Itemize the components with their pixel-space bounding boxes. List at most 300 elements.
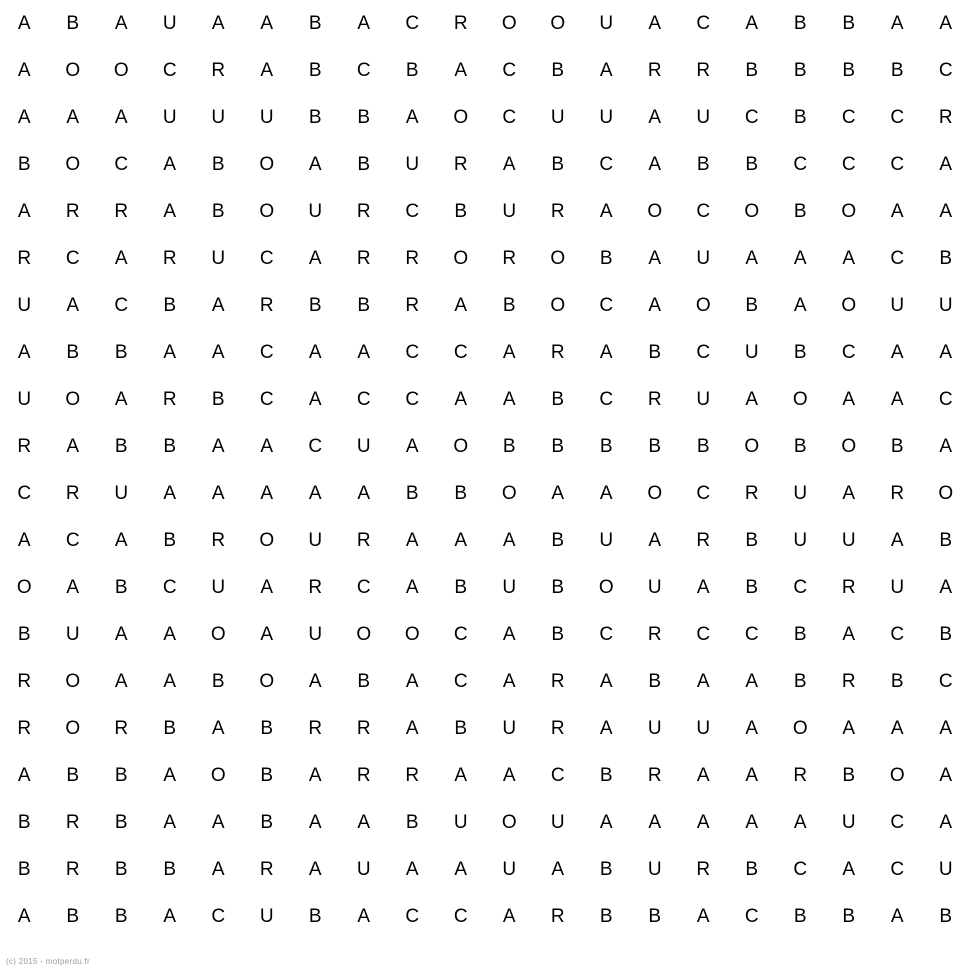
grid-cell[interactable]: A (696, 906, 710, 927)
grid-cell[interactable]: A (502, 624, 516, 645)
grid-cell[interactable]: B (17, 812, 31, 833)
grid-cell[interactable]: A (890, 906, 904, 927)
grid-cell[interactable]: B (890, 60, 904, 81)
grid-cell[interactable]: A (696, 671, 710, 692)
grid-cell[interactable]: A (599, 342, 613, 363)
grid-cell[interactable]: A (648, 295, 662, 316)
grid-cell[interactable]: B (405, 483, 419, 504)
grid-cell[interactable]: B (66, 906, 80, 927)
grid-cell[interactable]: A (308, 389, 322, 410)
grid-cell[interactable]: R (114, 718, 129, 739)
grid-cell[interactable]: A (260, 60, 274, 81)
grid-cell[interactable]: O (647, 201, 663, 222)
grid-cell[interactable]: A (163, 154, 177, 175)
grid-cell[interactable]: C (890, 154, 905, 175)
grid-cell[interactable]: B (793, 436, 807, 457)
grid-cell[interactable]: U (502, 859, 517, 880)
grid-cell[interactable]: O (113, 60, 129, 81)
grid-cell[interactable]: B (939, 624, 953, 645)
grid-cell[interactable]: B (308, 13, 322, 34)
grid-cell[interactable]: B (551, 389, 565, 410)
grid-cell[interactable]: B (114, 812, 128, 833)
grid-cell[interactable]: B (793, 201, 807, 222)
grid-cell[interactable]: R (65, 859, 80, 880)
grid-cell[interactable]: B (745, 295, 759, 316)
grid-cell[interactable]: A (939, 342, 953, 363)
grid-cell[interactable]: A (842, 389, 856, 410)
grid-cell[interactable]: B (66, 13, 80, 34)
grid-cell[interactable]: A (648, 248, 662, 269)
grid-cell[interactable]: B (260, 812, 274, 833)
grid-cell[interactable]: A (745, 812, 759, 833)
grid-cell[interactable]: U (744, 342, 759, 363)
grid-cell[interactable]: C (356, 577, 371, 598)
grid-cell[interactable]: R (502, 248, 517, 269)
grid-cell[interactable]: A (308, 671, 322, 692)
grid-cell[interactable]: A (405, 718, 419, 739)
grid-cell[interactable]: B (114, 765, 128, 786)
grid-cell[interactable]: C (211, 906, 226, 927)
grid-cell[interactable]: U (65, 624, 80, 645)
grid-cell[interactable]: B (793, 906, 807, 927)
grid-cell[interactable]: R (890, 483, 905, 504)
grid-cell[interactable]: R (550, 201, 565, 222)
grid-cell[interactable]: B (357, 107, 371, 128)
grid-cell[interactable]: A (502, 342, 516, 363)
grid-cell[interactable]: A (405, 577, 419, 598)
grid-cell[interactable]: C (696, 201, 711, 222)
grid-cell[interactable]: U (599, 107, 614, 128)
grid-cell[interactable]: A (114, 13, 128, 34)
grid-cell[interactable]: B (357, 671, 371, 692)
grid-cell[interactable]: U (356, 436, 371, 457)
grid-cell[interactable]: U (114, 483, 129, 504)
grid-cell[interactable]: A (454, 295, 468, 316)
grid-cell[interactable]: C (162, 577, 177, 598)
grid-cell[interactable]: C (938, 60, 953, 81)
grid-cell[interactable]: A (502, 906, 516, 927)
grid-cell[interactable]: O (65, 389, 81, 410)
grid-cell[interactable]: R (308, 718, 323, 739)
grid-cell[interactable]: R (356, 718, 371, 739)
grid-cell[interactable]: R (405, 248, 420, 269)
grid-cell[interactable]: C (890, 859, 905, 880)
grid-cell[interactable]: R (356, 765, 371, 786)
grid-cell[interactable]: U (259, 906, 274, 927)
grid-cell[interactable]: A (163, 765, 177, 786)
grid-cell[interactable]: B (66, 765, 80, 786)
grid-cell[interactable]: U (162, 107, 177, 128)
grid-cell[interactable]: C (744, 906, 759, 927)
grid-cell[interactable]: A (502, 389, 516, 410)
grid-cell[interactable]: U (502, 577, 517, 598)
grid-cell[interactable]: A (211, 859, 225, 880)
grid-cell[interactable]: O (259, 530, 275, 551)
grid-cell[interactable]: A (308, 248, 322, 269)
grid-cell[interactable]: R (841, 577, 856, 598)
grid-cell[interactable]: B (599, 765, 613, 786)
grid-cell[interactable]: A (17, 60, 31, 81)
grid-cell[interactable]: A (939, 718, 953, 739)
grid-cell[interactable]: B (551, 530, 565, 551)
grid-cell[interactable]: C (405, 389, 420, 410)
grid-cell[interactable]: R (647, 60, 662, 81)
grid-cell[interactable]: A (357, 342, 371, 363)
grid-cell[interactable]: O (65, 60, 81, 81)
grid-cell[interactable]: U (17, 389, 32, 410)
grid-cell[interactable]: C (405, 201, 420, 222)
grid-cell[interactable]: B (793, 342, 807, 363)
grid-cell[interactable]: A (648, 812, 662, 833)
grid-cell[interactable]: A (842, 859, 856, 880)
grid-cell[interactable]: C (356, 60, 371, 81)
grid-cell[interactable]: A (17, 342, 31, 363)
grid-cell[interactable]: B (648, 671, 662, 692)
grid-cell[interactable]: B (745, 859, 759, 880)
grid-cell[interactable]: O (550, 295, 566, 316)
grid-cell[interactable]: O (501, 812, 517, 833)
grid-cell[interactable]: B (599, 436, 613, 457)
grid-cell[interactable]: A (939, 154, 953, 175)
grid-cell[interactable]: B (114, 436, 128, 457)
grid-cell[interactable]: B (502, 295, 516, 316)
grid-cell[interactable]: C (890, 248, 905, 269)
grid-cell[interactable]: O (404, 624, 420, 645)
grid-cell[interactable]: B (357, 295, 371, 316)
grid-cell[interactable]: A (502, 671, 516, 692)
grid-cell[interactable]: A (890, 342, 904, 363)
grid-cell[interactable]: B (696, 154, 710, 175)
grid-cell[interactable]: U (308, 201, 323, 222)
grid-cell[interactable]: B (454, 577, 468, 598)
grid-cell[interactable]: O (792, 718, 808, 739)
grid-cell[interactable]: O (65, 671, 81, 692)
grid-cell[interactable]: B (405, 60, 419, 81)
grid-cell[interactable]: A (405, 107, 419, 128)
grid-cell[interactable]: A (890, 530, 904, 551)
grid-cell[interactable]: R (17, 671, 32, 692)
grid-cell[interactable]: U (696, 718, 711, 739)
grid-cell[interactable]: A (454, 765, 468, 786)
grid-cell[interactable]: R (211, 530, 226, 551)
grid-cell[interactable]: A (211, 342, 225, 363)
grid-cell[interactable]: B (551, 60, 565, 81)
grid-cell[interactable]: C (793, 859, 808, 880)
grid-cell[interactable]: A (890, 201, 904, 222)
grid-cell[interactable]: C (259, 342, 274, 363)
grid-cell[interactable]: A (211, 436, 225, 457)
grid-cell[interactable]: B (793, 671, 807, 692)
grid-cell[interactable]: R (841, 671, 856, 692)
grid-cell[interactable]: O (259, 201, 275, 222)
grid-cell[interactable]: U (405, 154, 420, 175)
grid-cell[interactable]: A (114, 671, 128, 692)
grid-cell[interactable]: A (357, 812, 371, 833)
grid-cell[interactable]: A (308, 765, 322, 786)
grid-cell[interactable]: A (551, 859, 565, 880)
grid-cell[interactable]: B (17, 624, 31, 645)
grid-cell[interactable]: R (550, 671, 565, 692)
grid-cell[interactable]: U (599, 13, 614, 34)
grid-cell[interactable]: B (66, 342, 80, 363)
grid-cell[interactable]: O (501, 13, 517, 34)
grid-cell[interactable]: B (939, 530, 953, 551)
grid-cell[interactable]: A (17, 765, 31, 786)
grid-cell[interactable]: A (163, 342, 177, 363)
grid-cell[interactable]: B (260, 765, 274, 786)
grid-cell[interactable]: A (114, 624, 128, 645)
grid-cell[interactable]: R (647, 624, 662, 645)
grid-cell[interactable]: A (114, 389, 128, 410)
grid-cell[interactable]: A (66, 436, 80, 457)
grid-cell[interactable]: B (842, 906, 856, 927)
grid-cell[interactable]: B (842, 765, 856, 786)
grid-cell[interactable]: C (405, 906, 420, 927)
grid-cell[interactable]: B (260, 718, 274, 739)
grid-cell[interactable]: A (163, 201, 177, 222)
grid-cell[interactable]: B (211, 154, 225, 175)
grid-cell[interactable]: A (405, 859, 419, 880)
grid-cell[interactable]: A (939, 812, 953, 833)
grid-cell[interactable]: R (405, 765, 420, 786)
grid-cell[interactable]: C (453, 342, 468, 363)
grid-cell[interactable]: C (744, 624, 759, 645)
grid-cell[interactable]: O (453, 107, 469, 128)
grid-cell[interactable]: A (696, 577, 710, 598)
grid-cell[interactable]: A (939, 577, 953, 598)
grid-cell[interactable]: A (648, 107, 662, 128)
grid-cell[interactable]: U (162, 13, 177, 34)
grid-cell[interactable]: A (66, 295, 80, 316)
grid-cell[interactable]: B (551, 577, 565, 598)
grid-cell[interactable]: A (163, 671, 177, 692)
grid-cell[interactable]: A (260, 483, 274, 504)
grid-cell[interactable]: C (599, 295, 614, 316)
grid-cell[interactable]: O (453, 248, 469, 269)
grid-cell[interactable]: A (17, 201, 31, 222)
grid-cell[interactable]: R (356, 530, 371, 551)
grid-cell[interactable]: A (696, 765, 710, 786)
grid-cell[interactable]: R (453, 154, 468, 175)
grid-cell[interactable]: R (65, 483, 80, 504)
grid-cell[interactable]: A (405, 671, 419, 692)
grid-cell[interactable]: A (599, 671, 613, 692)
grid-cell[interactable]: B (454, 201, 468, 222)
grid-cell[interactable]: O (744, 201, 760, 222)
grid-cell[interactable]: C (308, 436, 323, 457)
grid-cell[interactable]: O (259, 671, 275, 692)
grid-cell[interactable]: A (842, 718, 856, 739)
grid-cell[interactable]: C (599, 389, 614, 410)
grid-cell[interactable]: A (890, 13, 904, 34)
grid-cell[interactable]: A (211, 718, 225, 739)
grid-cell[interactable]: C (114, 295, 129, 316)
grid-cell[interactable]: R (550, 906, 565, 927)
grid-cell[interactable]: A (17, 906, 31, 927)
grid-cell[interactable]: C (502, 107, 517, 128)
grid-cell[interactable]: U (502, 201, 517, 222)
grid-cell[interactable]: A (454, 530, 468, 551)
grid-cell[interactable]: A (502, 530, 516, 551)
grid-cell[interactable]: U (647, 577, 662, 598)
grid-cell[interactable]: B (114, 859, 128, 880)
grid-cell[interactable]: O (453, 436, 469, 457)
grid-cell[interactable]: A (357, 13, 371, 34)
grid-cell[interactable]: A (260, 436, 274, 457)
grid-cell[interactable]: O (792, 389, 808, 410)
grid-cell[interactable]: R (356, 201, 371, 222)
grid-cell[interactable]: A (66, 577, 80, 598)
grid-cell[interactable]: A (211, 13, 225, 34)
grid-cell[interactable]: U (550, 107, 565, 128)
grid-cell[interactable]: U (502, 718, 517, 739)
grid-cell[interactable]: A (502, 154, 516, 175)
grid-cell[interactable]: O (841, 295, 857, 316)
grid-cell[interactable]: U (938, 859, 953, 880)
grid-cell[interactable]: U (696, 389, 711, 410)
grid-cell[interactable]: A (551, 483, 565, 504)
grid-cell[interactable]: A (17, 107, 31, 128)
grid-cell[interactable]: A (502, 765, 516, 786)
grid-cell[interactable]: B (308, 295, 322, 316)
grid-cell[interactable]: A (163, 483, 177, 504)
grid-cell[interactable]: A (599, 201, 613, 222)
grid-cell[interactable]: B (793, 624, 807, 645)
grid-cell[interactable]: A (260, 577, 274, 598)
grid-cell[interactable]: A (454, 60, 468, 81)
grid-cell[interactable]: B (308, 107, 322, 128)
grid-cell[interactable]: O (938, 483, 954, 504)
grid-cell[interactable]: R (65, 812, 80, 833)
grid-cell[interactable]: A (939, 201, 953, 222)
grid-cell[interactable]: R (405, 295, 420, 316)
grid-cell[interactable]: A (163, 812, 177, 833)
grid-cell[interactable]: B (17, 154, 31, 175)
grid-cell[interactable]: B (842, 13, 856, 34)
grid-cell[interactable]: U (356, 859, 371, 880)
grid-cell[interactable]: A (66, 107, 80, 128)
grid-cell[interactable]: B (17, 859, 31, 880)
grid-cell[interactable]: O (744, 436, 760, 457)
grid-cell[interactable]: R (259, 859, 274, 880)
grid-cell[interactable]: B (551, 624, 565, 645)
grid-cell[interactable]: B (599, 248, 613, 269)
grid-cell[interactable]: A (648, 530, 662, 551)
grid-cell[interactable]: R (793, 765, 808, 786)
grid-cell[interactable]: A (745, 13, 759, 34)
grid-cell[interactable]: A (114, 107, 128, 128)
grid-cell[interactable]: B (211, 671, 225, 692)
grid-cell[interactable]: B (163, 295, 177, 316)
grid-cell[interactable]: C (453, 906, 468, 927)
grid-cell[interactable]: U (696, 248, 711, 269)
grid-cell[interactable]: O (647, 483, 663, 504)
grid-cell[interactable]: R (17, 436, 32, 457)
grid-cell[interactable]: A (599, 483, 613, 504)
grid-cell[interactable]: O (550, 248, 566, 269)
grid-cell[interactable]: B (211, 389, 225, 410)
grid-cell[interactable]: B (502, 436, 516, 457)
grid-cell[interactable]: C (405, 342, 420, 363)
grid-cell[interactable]: C (453, 624, 468, 645)
grid-cell[interactable]: C (17, 483, 32, 504)
grid-cell[interactable]: O (65, 154, 81, 175)
grid-cell[interactable]: U (550, 812, 565, 833)
grid-cell[interactable]: B (648, 906, 662, 927)
grid-cell[interactable]: B (745, 154, 759, 175)
grid-cell[interactable]: O (210, 624, 226, 645)
grid-cell[interactable]: B (357, 154, 371, 175)
grid-cell[interactable]: B (551, 436, 565, 457)
grid-cell[interactable]: O (550, 13, 566, 34)
grid-cell[interactable]: R (647, 389, 662, 410)
grid-cell[interactable]: O (695, 295, 711, 316)
grid-cell[interactable]: B (793, 60, 807, 81)
grid-cell[interactable]: B (163, 859, 177, 880)
grid-cell[interactable]: C (599, 154, 614, 175)
grid-cell[interactable]: U (938, 295, 953, 316)
grid-cell[interactable]: R (17, 248, 32, 269)
grid-cell[interactable]: A (599, 60, 613, 81)
grid-cell[interactable]: U (453, 812, 468, 833)
grid-cell[interactable]: O (259, 154, 275, 175)
grid-cell[interactable]: R (696, 60, 711, 81)
grid-cell[interactable]: A (745, 248, 759, 269)
grid-cell[interactable]: C (356, 389, 371, 410)
grid-cell[interactable]: B (890, 436, 904, 457)
grid-cell[interactable]: A (842, 248, 856, 269)
grid-cell[interactable]: A (745, 389, 759, 410)
grid-cell[interactable]: B (890, 671, 904, 692)
grid-cell[interactable]: R (647, 765, 662, 786)
grid-cell[interactable]: U (211, 248, 226, 269)
grid-cell[interactable]: A (308, 812, 322, 833)
grid-cell[interactable]: R (211, 60, 226, 81)
grid-cell[interactable]: U (308, 624, 323, 645)
grid-cell[interactable]: O (889, 765, 905, 786)
grid-cell[interactable]: C (938, 389, 953, 410)
grid-cell[interactable]: A (745, 671, 759, 692)
grid-cell[interactable]: C (841, 154, 856, 175)
grid-cell[interactable]: O (356, 624, 372, 645)
grid-cell[interactable]: A (211, 812, 225, 833)
grid-cell[interactable]: C (744, 107, 759, 128)
grid-cell[interactable]: B (163, 530, 177, 551)
grid-cell[interactable]: A (308, 154, 322, 175)
grid-cell[interactable]: O (841, 201, 857, 222)
grid-cell[interactable]: U (308, 530, 323, 551)
grid-cell[interactable]: B (114, 906, 128, 927)
grid-cell[interactable]: R (17, 718, 32, 739)
grid-cell[interactable]: R (356, 248, 371, 269)
grid-cell[interactable]: O (598, 577, 614, 598)
grid-cell[interactable]: A (163, 906, 177, 927)
grid-cell[interactable]: O (65, 718, 81, 739)
grid-cell[interactable]: O (16, 577, 32, 598)
grid-cell[interactable]: A (842, 483, 856, 504)
grid-cell[interactable]: B (405, 812, 419, 833)
grid-cell[interactable]: B (599, 906, 613, 927)
grid-cell[interactable]: B (114, 577, 128, 598)
grid-cell[interactable]: O (501, 483, 517, 504)
grid-cell[interactable]: A (17, 13, 31, 34)
grid-cell[interactable]: A (648, 154, 662, 175)
grid-cell[interactable]: C (890, 812, 905, 833)
grid-cell[interactable]: C (259, 389, 274, 410)
grid-cell[interactable]: A (793, 248, 807, 269)
grid-cell[interactable]: C (162, 60, 177, 81)
grid-cell[interactable]: U (211, 107, 226, 128)
